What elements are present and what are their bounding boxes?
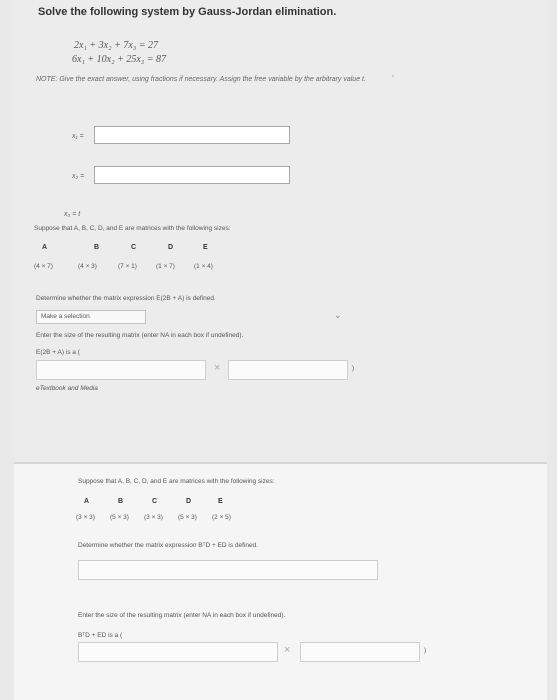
problem3-enter-size: Enter the size of the resulting matrix (enter NA in each box if undefined). <box>78 612 286 619</box>
defined-select[interactable] <box>36 310 146 324</box>
letter-d-3: D <box>186 498 192 505</box>
size-c: (7 × 1) <box>118 263 137 270</box>
note-text: NOTE: Give the exact answer, using fractions if necessary. Assign the free variable by the arbitrary value t. <box>36 76 366 83</box>
etextbook-link[interactable]: eTextbook and Media <box>36 385 98 392</box>
equation-2: 6x₁ + 10x₂ + 25x₃ = 87 <box>72 54 166 65</box>
problem-panel-2 <box>14 462 547 700</box>
size-d: (1 × 7) <box>156 263 175 270</box>
rows-input-3[interactable] <box>78 642 278 662</box>
letter-e: E <box>203 244 208 251</box>
size-b: (4 × 3) <box>78 263 97 270</box>
letter-d: D <box>168 244 174 251</box>
x2-label: x₂ = <box>72 173 85 180</box>
letter-e-3: E <box>218 498 223 505</box>
close-paren: ) <box>352 365 355 372</box>
select-label: Make a selection <box>41 313 90 320</box>
problem2-intro: Suppose that A, B, C, D, and E are matrices with the following sizes: <box>34 225 231 232</box>
letter-b: B <box>94 244 100 251</box>
x1-input[interactable] <box>94 126 290 144</box>
problem3-intro: Suppose that A, B, C, D, and E are matrices with the following sizes: <box>78 478 275 485</box>
chevron-down-icon: ⌄ <box>334 310 342 320</box>
letter-a: A <box>42 244 48 251</box>
rows-input[interactable] <box>36 360 206 380</box>
times-icon-3: × <box>284 644 291 656</box>
letter-c: C <box>131 244 137 251</box>
x2-input[interactable] <box>94 166 290 184</box>
problem2-expr-label: E(2B + A) is a ( <box>36 349 80 356</box>
cols-input[interactable] <box>228 360 348 380</box>
problem1-title: Solve the following system by Gauss-Jordan elimination. <box>38 6 337 18</box>
size-b-3: (5 × 3) <box>110 514 129 521</box>
equation-1: 2x₁ + 3x₂ + 7x₃ = 27 <box>74 40 158 51</box>
x1-label: x₁ = <box>72 133 84 140</box>
letter-a-3: A <box>84 498 90 505</box>
size-e-3: (2 × 5) <box>212 514 231 521</box>
problem2-question: Determine whether the matrix expression E(2B + A) is defined. <box>36 295 216 302</box>
size-a: (4 × 7) <box>34 263 53 270</box>
problem3-question: Determine whether the matrix expression BᵀD + ED is defined. <box>78 542 259 549</box>
problem3-expr-label: BᵀD + ED is a ( <box>78 632 123 639</box>
cols-input-3[interactable] <box>300 642 420 662</box>
problem2-enter-size: Enter the size of the resulting matrix (enter NA in each box if undefined). <box>36 332 244 339</box>
problem-panel-1 <box>14 0 547 462</box>
size-c-3: (3 × 3) <box>144 514 163 521</box>
size-d-3: (5 × 3) <box>178 514 197 521</box>
size-e: (1 × 4) <box>194 263 213 270</box>
times-icon: × <box>214 362 221 374</box>
marker-icon: ◦ <box>392 73 395 80</box>
size-a-3: (3 × 3) <box>76 514 95 521</box>
defined-select-3[interactable] <box>78 560 378 580</box>
x3-label: x₃ = t <box>64 211 81 218</box>
letter-c-3: C <box>152 498 158 505</box>
letter-b-3: B <box>118 498 124 505</box>
close-paren-3: ) <box>424 647 427 654</box>
